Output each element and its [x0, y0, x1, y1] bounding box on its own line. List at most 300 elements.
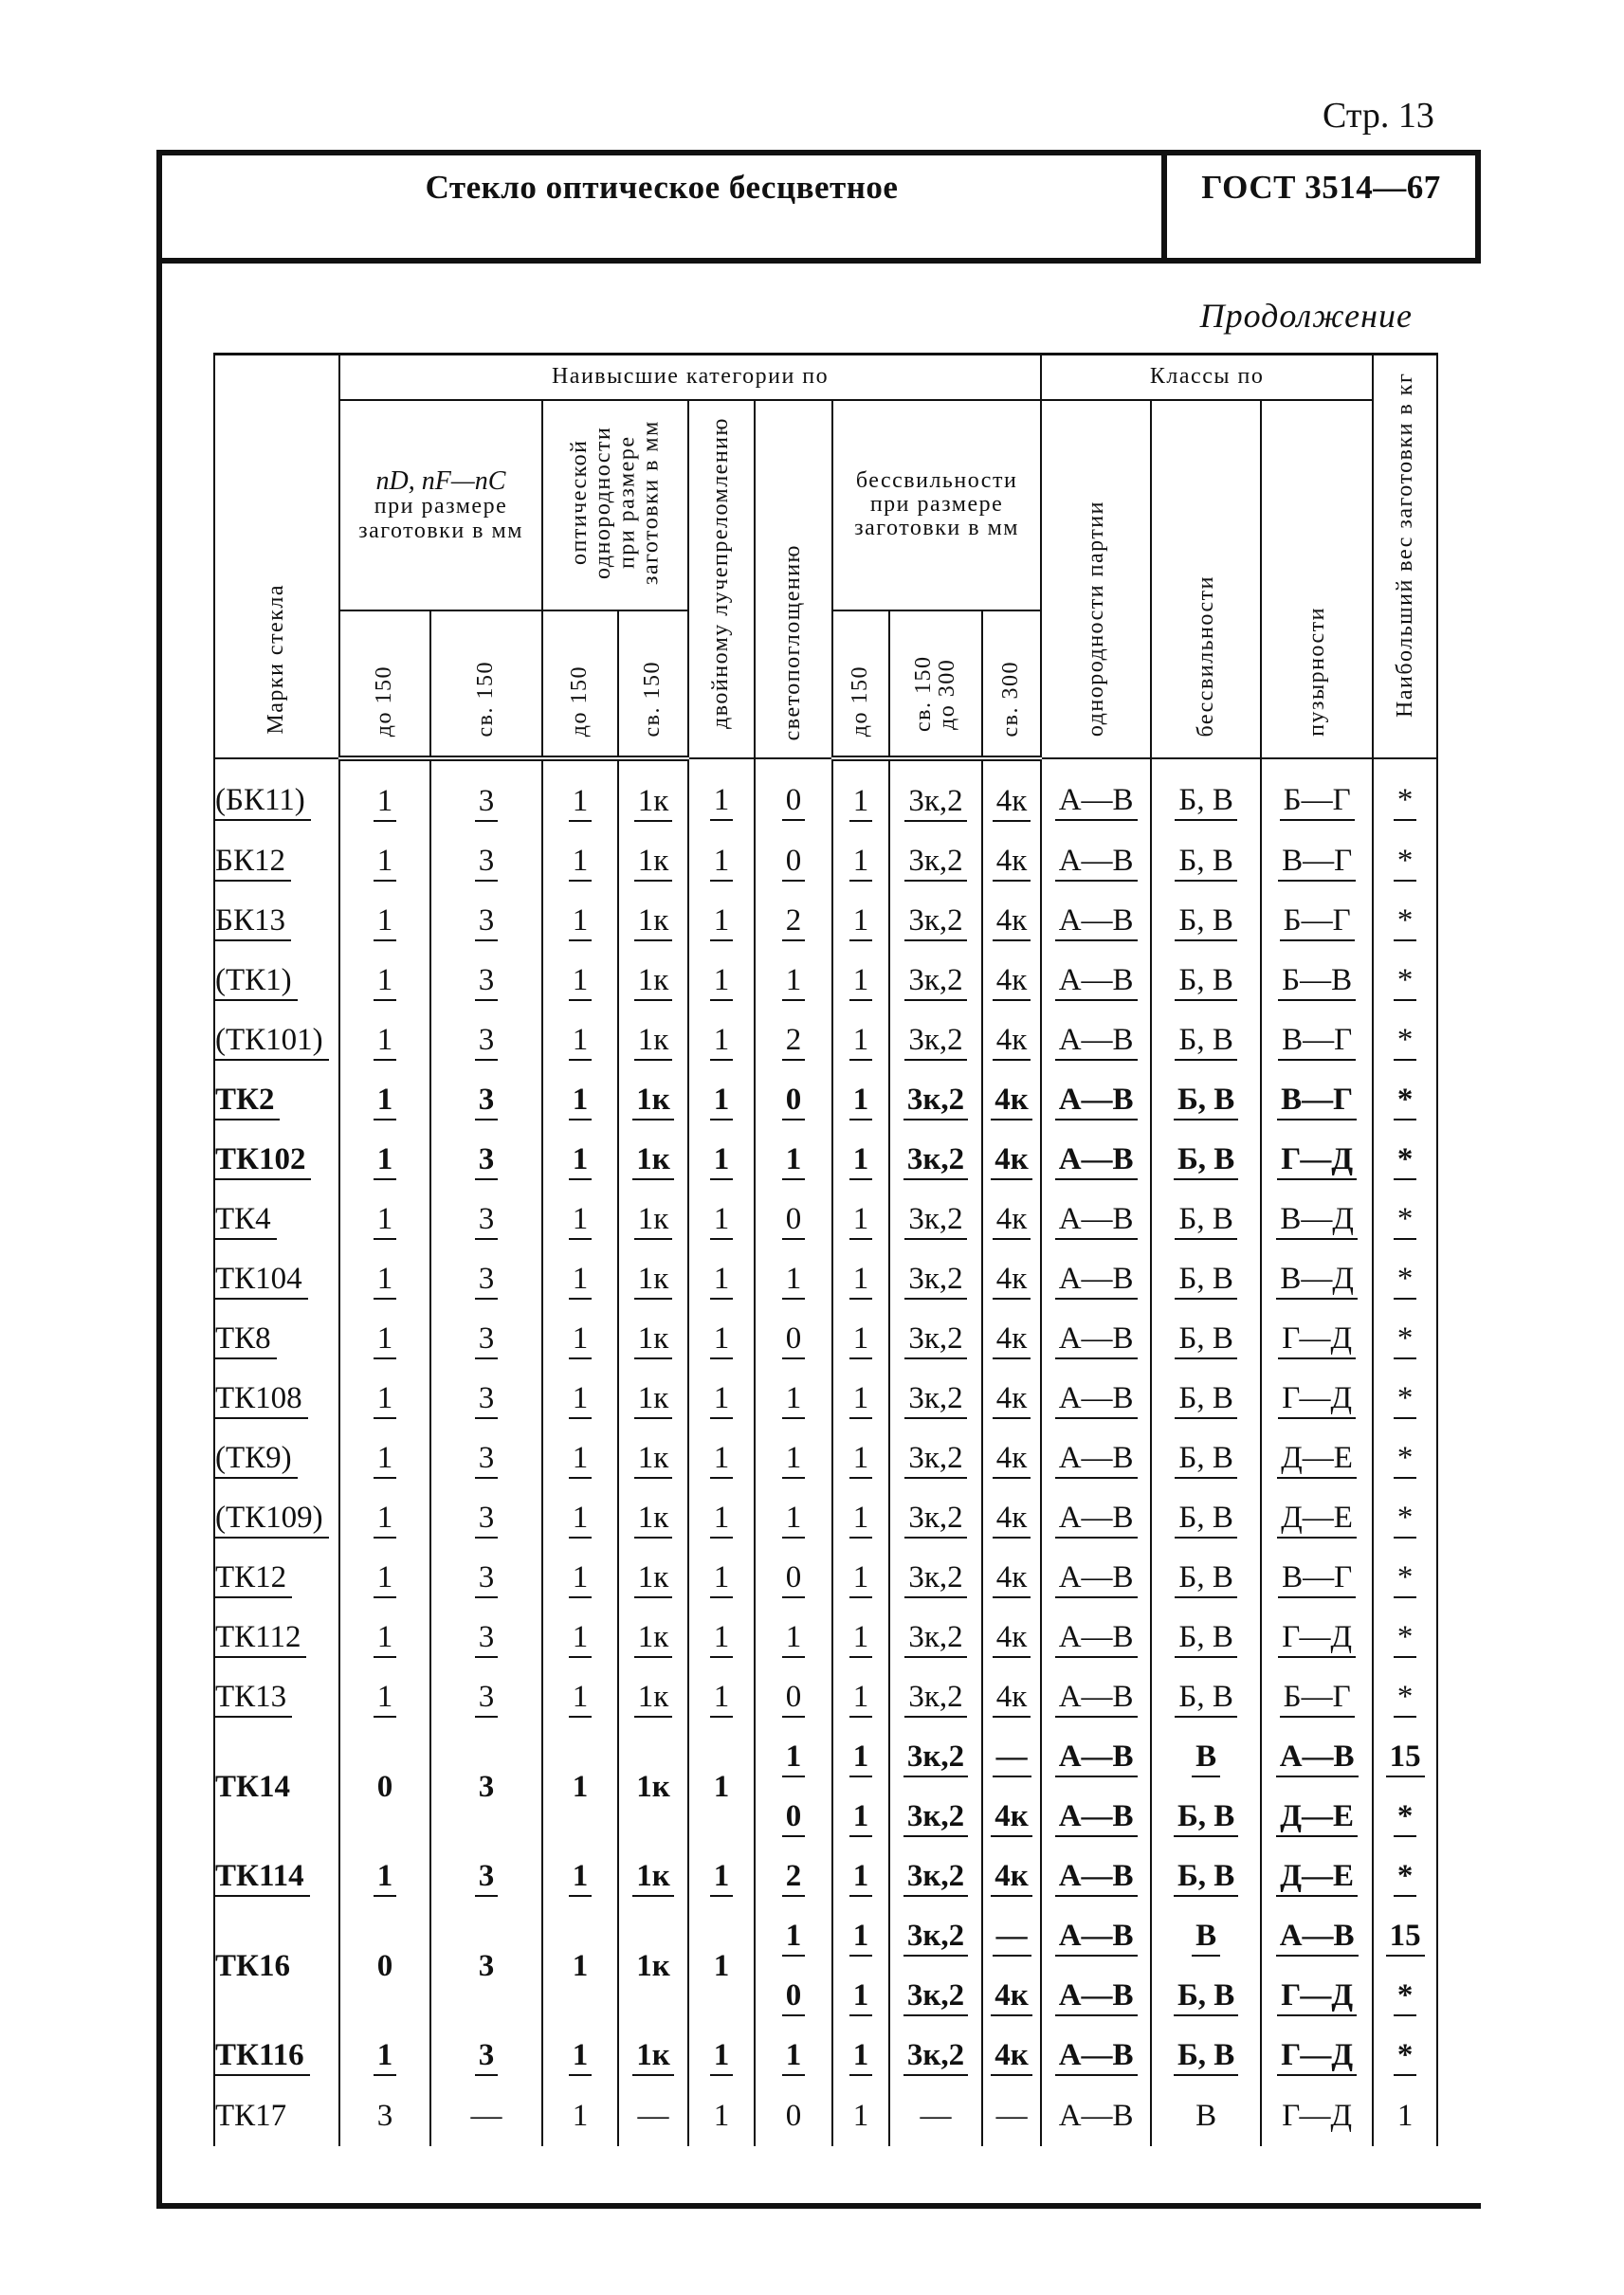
cell-value-opt1: 1 [572, 2098, 589, 2133]
cell-value-opt1: 1 [569, 843, 593, 883]
cell-st1 [832, 2086, 889, 2146]
cell-value-st1: 1 [849, 1977, 873, 2017]
cell-opt2 [618, 1668, 688, 1728]
cell-value-w: 15 [1386, 1918, 1425, 1958]
cell-abs [755, 1071, 832, 1131]
cell-st3 [982, 1668, 1041, 1728]
cell-hom [1041, 1071, 1151, 1131]
cell-mark [214, 832, 339, 892]
cell-st2 [889, 1250, 982, 1310]
cell-opt2 [618, 1131, 688, 1191]
cell-value-abs: 0 [782, 782, 806, 822]
cell-value-st3: 4к [993, 1022, 1031, 1062]
cell-st1 [832, 1967, 889, 2027]
cell-value-str: Б, В [1175, 782, 1236, 822]
cell-nd1 [339, 1609, 430, 1668]
cell-opt1 [542, 758, 618, 832]
cell-value-abs: 1 [782, 1918, 806, 1958]
table-row [214, 1071, 1437, 1131]
cell-opt2 [618, 1549, 688, 1609]
frame-top-rule [156, 150, 1481, 155]
cell-st1 [832, 1011, 889, 1071]
cell-bub [1261, 1549, 1373, 1609]
cell-value-opt1: 1 [569, 1559, 593, 1599]
group-header-categories: Наивысшие категории по [339, 355, 1041, 400]
cell-abs [755, 1430, 832, 1489]
cell-value-hom: А—В [1055, 1858, 1138, 1898]
group-header-classes: Классы по [1041, 355, 1373, 400]
cell-bub [1261, 758, 1373, 832]
cell-st2 [889, 1549, 982, 1609]
cell-value-w: * [1394, 843, 1417, 883]
cell-bub [1261, 1848, 1373, 1907]
cell-nd1 [339, 1728, 430, 1848]
cell-value-bub: В—Г [1278, 1559, 1356, 1599]
continuation-label: Продолжение [1199, 297, 1413, 335]
cell-nd1 [339, 1071, 430, 1131]
cell-value-bir: 1 [710, 962, 734, 1002]
cell-value-opt1: 1 [569, 1440, 593, 1480]
cell-value-mark: (ТК1) [215, 962, 298, 1002]
cell-mark [214, 892, 339, 952]
cell-value-bir: 1 [710, 1858, 734, 1898]
cell-value-opt2: 1к [634, 1619, 673, 1659]
cell-value-st3: 4к [993, 1380, 1031, 1420]
column-header-weight-text: Наибольший вес заготовки в кг [1392, 372, 1417, 719]
cell-hom [1041, 832, 1151, 892]
cell-value-bir: 1 [710, 1201, 734, 1241]
cell-value-nd1: 0 [376, 1949, 393, 1984]
cell-value-opt2: 1к [634, 1201, 673, 1241]
page-number: Стр. 13 [1323, 96, 1434, 136]
subheader-refraction [339, 400, 542, 611]
cell-value-nd2: 3 [475, 1559, 499, 1599]
cell-value-st1: 1 [849, 1141, 873, 1181]
cell-value-bub: А—В [1276, 1918, 1359, 1958]
cell-value-nd1: 1 [374, 1679, 397, 1719]
cell-value-opt2: 1к [634, 1380, 673, 1420]
cell-bub [1261, 1310, 1373, 1370]
cell-nd1 [339, 1907, 430, 2027]
cell-str [1151, 1489, 1261, 1549]
cell-bub [1261, 1250, 1373, 1310]
cell-st1 [832, 1848, 889, 1907]
cell-bir [688, 892, 755, 952]
cell-value-mark: ТК13 [215, 1679, 292, 1719]
cell-hom [1041, 2086, 1151, 2146]
cell-value-mark: (БК11) [215, 782, 311, 822]
cell-st3 [982, 1788, 1041, 1848]
cell-w [1373, 952, 1437, 1011]
cell-value-nd1: 1 [374, 1082, 397, 1121]
cell-value-opt1: 1 [569, 1261, 593, 1301]
cell-value-st1: 1 [852, 2098, 869, 2133]
cell-st3 [982, 1549, 1041, 1609]
cell-mark [214, 2086, 339, 2146]
cell-bub [1261, 1191, 1373, 1250]
cell-opt2 [618, 1907, 688, 2027]
cell-value-st2: — [920, 2098, 952, 2133]
cell-value-str: Б, В [1175, 1022, 1236, 1062]
cell-value-str: Б, В [1175, 902, 1236, 942]
cell-nd1 [339, 758, 430, 832]
document-code: ГОСТ 3514—67 [1201, 169, 1441, 206]
cell-value-str: Б, В [1174, 2037, 1238, 2077]
cell-str [1151, 1728, 1261, 1788]
cell-value-opt1: 1 [569, 1500, 593, 1539]
cell-value-w: * [1394, 1977, 1417, 2017]
cell-st3 [982, 2086, 1041, 2146]
cell-opt2 [618, 892, 688, 952]
cell-bir [688, 1011, 755, 1071]
cell-value-hom: А—В [1055, 1679, 1138, 1719]
cell-opt2 [618, 1848, 688, 1907]
cell-abs [755, 1131, 832, 1191]
cell-value-bub: Г—Д [1278, 1619, 1356, 1659]
cell-value-nd2: 3 [475, 1619, 499, 1659]
cell-st1 [832, 1549, 889, 1609]
cell-value-w: * [1394, 1559, 1417, 1599]
cell-opt2 [618, 1250, 688, 1310]
cell-value-opt2: 1к [634, 1559, 673, 1599]
cell-value-abs: 2 [782, 902, 806, 942]
cell-w [1373, 1131, 1437, 1191]
cell-value-nd2: 3 [475, 1022, 499, 1062]
cell-value-nd2: 3 [475, 1321, 499, 1360]
cell-st3 [982, 1131, 1041, 1191]
table-row [214, 2086, 1437, 2146]
cell-opt2 [618, 1011, 688, 1071]
cell-value-hom: А—В [1055, 1559, 1138, 1599]
cell-value-hom: А—В [1055, 1798, 1138, 1838]
cell-value-st3: 4к [991, 1977, 1032, 2017]
cell-value-str: Б, В [1174, 1082, 1238, 1121]
cell-str [1151, 758, 1261, 832]
cell-value-mark: (ТК9) [215, 1440, 298, 1480]
cell-abs [755, 1489, 832, 1549]
cell-nd1 [339, 1489, 430, 1549]
cell-opt1 [542, 1191, 618, 1250]
cell-st3 [982, 1370, 1041, 1430]
cell-str [1151, 892, 1261, 952]
cell-value-hom: А—В [1055, 962, 1138, 1002]
cell-value-hom: А—В [1058, 2098, 1134, 2133]
cell-value-bir: 1 [710, 782, 734, 822]
cell-value-st1: 1 [849, 1918, 873, 1958]
cell-value-st2: 3к,2 [904, 1261, 966, 1301]
cell-value-bir: 1 [710, 2037, 734, 2077]
cell-value-st1: 1 [849, 1559, 873, 1599]
cell-value-bub: Д—Е [1276, 1798, 1358, 1838]
cell-value-str: Б, В [1175, 1321, 1236, 1360]
table-row [214, 1430, 1437, 1489]
cell-nd2 [430, 1011, 542, 1071]
cell-value-opt2: 1к [634, 1261, 673, 1301]
cell-abs [755, 1250, 832, 1310]
cell-value-abs: 0 [782, 1798, 806, 1838]
cell-nd1 [339, 1370, 430, 1430]
cell-str [1151, 1907, 1261, 1967]
specification-table [213, 353, 1438, 2146]
cell-hom [1041, 1370, 1151, 1430]
cell-value-st3: 4к [991, 1858, 1032, 1898]
cell-value-st2: 3к,2 [903, 2037, 968, 2077]
cell-abs [755, 832, 832, 892]
cell-opt1 [542, 1489, 618, 1549]
cell-value-bir: 1 [710, 1559, 734, 1599]
table-row [214, 1191, 1437, 1250]
cell-value-opt2: — [637, 2098, 669, 2133]
cell-hom [1041, 952, 1151, 1011]
cell-opt2 [618, 1728, 688, 1848]
cell-abs [755, 892, 832, 952]
cell-value-bir: 1 [713, 2098, 730, 2133]
cell-opt1 [542, 1131, 618, 1191]
cell-value-abs: 1 [782, 962, 806, 1002]
cell-bir [688, 1430, 755, 1489]
cell-nd1 [339, 892, 430, 952]
cell-value-mark: ТК108 [215, 1380, 308, 1420]
cell-nd2 [430, 1071, 542, 1131]
cell-opt2 [618, 2027, 688, 2086]
cell-value-st1: 1 [849, 783, 873, 823]
cell-abs [755, 1848, 832, 1907]
cell-value-bub: В—Д [1276, 1261, 1358, 1301]
cell-value-w: 1 [1396, 2098, 1414, 2133]
cell-mark [214, 1011, 339, 1071]
cell-hom [1041, 1131, 1151, 1191]
cell-value-w: * [1394, 1321, 1417, 1360]
cell-nd2 [430, 1668, 542, 1728]
cell-nd2 [430, 2027, 542, 2086]
cell-bir [688, 1668, 755, 1728]
cell-value-bir: 1 [713, 1770, 730, 1805]
cell-value-st2: 3к,2 [903, 1082, 968, 1121]
cell-mark [214, 1071, 339, 1131]
cell-abs [755, 1788, 832, 1848]
cell-value-st2: 3к,2 [904, 1321, 966, 1360]
cell-opt1 [542, 1310, 618, 1370]
cell-st2 [889, 1848, 982, 1907]
cell-value-abs: 1 [782, 1500, 806, 1539]
cell-str [1151, 1250, 1261, 1310]
cell-value-st3: 4к [993, 783, 1031, 823]
cell-value-hom: А—В [1055, 1201, 1138, 1241]
cell-opt2 [618, 1489, 688, 1549]
cell-value-hom: А—В [1055, 1022, 1138, 1062]
cell-value-st3: — [993, 1918, 1031, 1958]
cell-value-bir: 1 [710, 1619, 734, 1659]
cell-bub [1261, 892, 1373, 952]
cell-w [1373, 1011, 1437, 1071]
cell-value-st3: 4к [993, 1261, 1031, 1301]
cell-str [1151, 1788, 1261, 1848]
cell-value-st2: 3к,2 [904, 1380, 966, 1420]
cell-mark [214, 1430, 339, 1489]
cell-value-st3: — [995, 2098, 1028, 2133]
cell-st2 [889, 1011, 982, 1071]
cell-mark [214, 1907, 339, 2027]
cell-w [1373, 1728, 1437, 1788]
cell-value-opt2: 1к [634, 1440, 673, 1480]
cell-value-mark: ТК112 [215, 1619, 306, 1659]
cell-mark [214, 952, 339, 1011]
cell-st3 [982, 1489, 1041, 1549]
cell-value-str: В [1192, 1739, 1220, 1778]
cell-value-abs: 1 [782, 1739, 806, 1778]
cell-opt1 [542, 1370, 618, 1430]
cell-opt1 [542, 1011, 618, 1071]
cell-nd2 [430, 1310, 542, 1370]
cell-bir [688, 2086, 755, 2146]
cell-hom [1041, 758, 1151, 832]
cell-st2 [889, 832, 982, 892]
cell-bir [688, 1609, 755, 1668]
cell-st3 [982, 1011, 1041, 1071]
cell-value-st2: 3к,2 [904, 1559, 966, 1599]
cell-value-opt1: 1 [569, 1380, 593, 1420]
cell-value-st2: 3к,2 [903, 1858, 968, 1898]
cell-bir [688, 758, 755, 832]
cell-st1 [832, 1191, 889, 1250]
cell-w [1373, 1549, 1437, 1609]
cell-value-abs: 0 [782, 1082, 806, 1121]
cell-value-bir: 1 [710, 1141, 734, 1181]
cell-value-str: Б, В [1175, 1440, 1236, 1480]
cell-bub [1261, 1071, 1373, 1131]
cell-value-w: * [1394, 2037, 1417, 2077]
cell-value-bir: 1 [713, 1949, 730, 1984]
cell-value-bir: 1 [710, 902, 734, 942]
cell-abs [755, 1668, 832, 1728]
cell-value-nd1: 1 [374, 1858, 397, 1898]
cell-w [1373, 1907, 1437, 1967]
cell-value-st2: 3к,2 [904, 1619, 966, 1659]
cell-abs [755, 1370, 832, 1430]
cell-nd2 [430, 1370, 542, 1430]
cell-mark [214, 1549, 339, 1609]
cell-value-hom: А—В [1055, 1918, 1138, 1958]
cell-value-st3: 4к [993, 843, 1031, 883]
subheader-bubbles-text: пузырности [1304, 607, 1329, 737]
cell-opt1 [542, 1907, 618, 2027]
cell-st2 [889, 1907, 982, 1967]
table-row [214, 1848, 1437, 1907]
table-row [214, 1310, 1437, 1370]
cell-str [1151, 1370, 1261, 1430]
cell-value-opt2: 1к [632, 1141, 674, 1181]
cell-str [1151, 952, 1261, 1011]
cell-abs [755, 1191, 832, 1250]
cell-abs [755, 952, 832, 1011]
cell-value-bir: 1 [710, 1679, 734, 1719]
subheader-optical-homogeneity-text: оптической однородности при размере заготовки в мм [566, 419, 664, 585]
cell-st3 [982, 1250, 1041, 1310]
subheader-striae-class [1151, 400, 1261, 759]
cell-value-nd1: 1 [374, 1321, 397, 1360]
cell-value-st1: 1 [849, 1380, 873, 1420]
cell-value-hom: А—В [1055, 1321, 1138, 1360]
cell-value-nd2: 3 [478, 1949, 495, 1984]
cell-st1 [832, 1430, 889, 1489]
cell-value-w: * [1394, 902, 1417, 942]
cell-opt1 [542, 892, 618, 952]
cell-value-w: * [1394, 1440, 1417, 1480]
cell-opt2 [618, 2086, 688, 2146]
cell-w [1373, 1370, 1437, 1430]
cell-st1 [832, 892, 889, 952]
cell-value-st1: 1 [849, 1858, 873, 1898]
size-header-st-150-300 [889, 610, 982, 758]
cell-value-nd1: 1 [374, 843, 397, 883]
table-row [214, 2027, 1437, 2086]
cell-value-opt2: 1к [636, 1949, 670, 1984]
cell-opt2 [618, 952, 688, 1011]
cell-w [1373, 892, 1437, 952]
cell-nd2 [430, 1728, 542, 1848]
cell-value-bub: Г—Д [1277, 2037, 1357, 2077]
cell-value-opt1: 1 [569, 1201, 593, 1241]
cell-bub [1261, 1131, 1373, 1191]
header-bottom-rule [156, 258, 1481, 264]
cell-mark [214, 2027, 339, 2086]
cell-value-st3: 4к [991, 2037, 1032, 2077]
cell-value-st2: 3к,2 [904, 962, 966, 1002]
cell-value-bub: Д—Е [1276, 1858, 1358, 1898]
cell-value-st3: 4к [993, 1321, 1031, 1360]
cell-st1 [832, 1489, 889, 1549]
cell-hom [1041, 1549, 1151, 1609]
cell-value-opt1: 1 [569, 2037, 593, 2077]
cell-opt1 [542, 1848, 618, 1907]
cell-w [1373, 2086, 1437, 2146]
cell-value-w: * [1394, 1798, 1417, 1838]
cell-value-opt2: 1к [634, 1321, 673, 1360]
cell-value-st1: 1 [849, 1679, 873, 1719]
cell-st3 [982, 1071, 1041, 1131]
cell-value-nd2: 3 [475, 843, 499, 883]
cell-value-bub: Д—Е [1277, 1440, 1357, 1480]
cell-nd1 [339, 1310, 430, 1370]
cell-str [1151, 1848, 1261, 1907]
cell-st3 [982, 2027, 1041, 2086]
cell-nd1 [339, 952, 430, 1011]
cell-st2 [889, 1788, 982, 1848]
cell-value-st1: 1 [849, 1261, 873, 1301]
table-row [214, 832, 1437, 892]
cell-value-bir: 1 [710, 1440, 734, 1480]
cell-value-str: Б, В [1175, 1500, 1236, 1539]
cell-abs [755, 2027, 832, 2086]
table-row [214, 1131, 1437, 1191]
cell-w [1373, 1430, 1437, 1489]
cell-bir [688, 1071, 755, 1131]
cell-value-st3: 4к [993, 962, 1031, 1002]
cell-bub [1261, 1668, 1373, 1728]
size-header-opt-to150 [542, 610, 618, 758]
cell-mark [214, 1728, 339, 1848]
cell-str [1151, 1310, 1261, 1370]
cell-value-hom: А—В [1055, 1500, 1138, 1539]
cell-st2 [889, 952, 982, 1011]
cell-value-st2: 3к,2 [903, 1798, 968, 1838]
cell-st1 [832, 1668, 889, 1728]
cell-nd2 [430, 1430, 542, 1489]
subheader-birefringence [688, 400, 755, 759]
cell-value-st3: 4к [991, 1798, 1032, 1838]
cell-value-nd1: 1 [374, 1440, 397, 1480]
cell-value-hom: А—В [1055, 1440, 1138, 1480]
